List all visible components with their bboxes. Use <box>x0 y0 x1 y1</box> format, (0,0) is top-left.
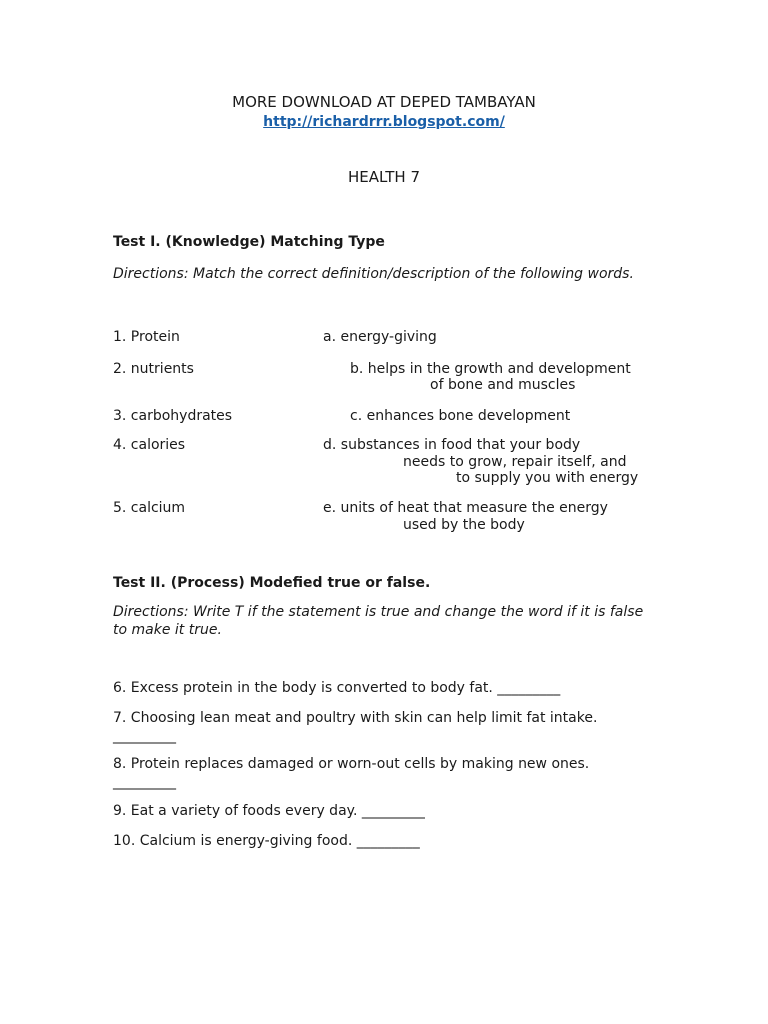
term-label: 2. nutrients <box>113 361 194 377</box>
term-label: 1. Protein <box>113 329 180 345</box>
test1-heading: Test I. (Knowledge) Matching Type <box>113 234 385 250</box>
term-label: 3. carbohydrates <box>113 408 233 424</box>
test2-directions-line: Directions: Write T if the statement is true and change the word if it is false <box>113 604 644 620</box>
answer-blank: _________ <box>113 774 176 790</box>
definition-line: needs to grow, repair itself, and <box>403 454 627 470</box>
term-label: 5. calcium <box>113 500 186 516</box>
definition-line: to supply you with energy <box>456 470 639 486</box>
definition-line: e. units of heat that measure the energy <box>323 500 608 516</box>
question-item: 7. Choosing lean meat and poultry with skin can help limit fat intake. <box>113 710 598 726</box>
definition-line: d. substances in food that your body <box>323 437 581 453</box>
banner-text: MORE DOWNLOAD AT DEPED TAMBAYAN <box>232 93 536 111</box>
definition-line: c. enhances bone development <box>350 408 571 424</box>
test2-directions-line: to make it true. <box>113 622 222 638</box>
term-label: 4. calories <box>113 437 186 453</box>
definition-line: a. energy-giving <box>323 329 437 345</box>
question-item: 10. Calcium is energy-giving food. _________ <box>113 833 420 849</box>
subject-title: HEALTH 7 <box>347 168 421 186</box>
definition-line: b. helps in the growth and development <box>350 361 631 377</box>
test1-directions: Directions: Match the correct definition/description of the following words. <box>113 266 634 282</box>
question-item: 9. Eat a variety of foods every day. _________ <box>113 803 425 819</box>
test2-heading: Test II. (Process) Modefied true or false. <box>113 575 431 591</box>
definition-line: of bone and muscles <box>430 377 576 393</box>
blog-link[interactable]: http://richardrrr.blogspot.com/ <box>263 114 505 130</box>
answer-blank: _________ <box>113 728 176 744</box>
question-item: 8. Protein replaces damaged or worn-out cells by making new ones. <box>113 756 590 772</box>
question-item: 6. Excess protein in the body is converted to body fat. _________ <box>113 680 561 696</box>
definition-line: used by the body <box>403 517 525 533</box>
